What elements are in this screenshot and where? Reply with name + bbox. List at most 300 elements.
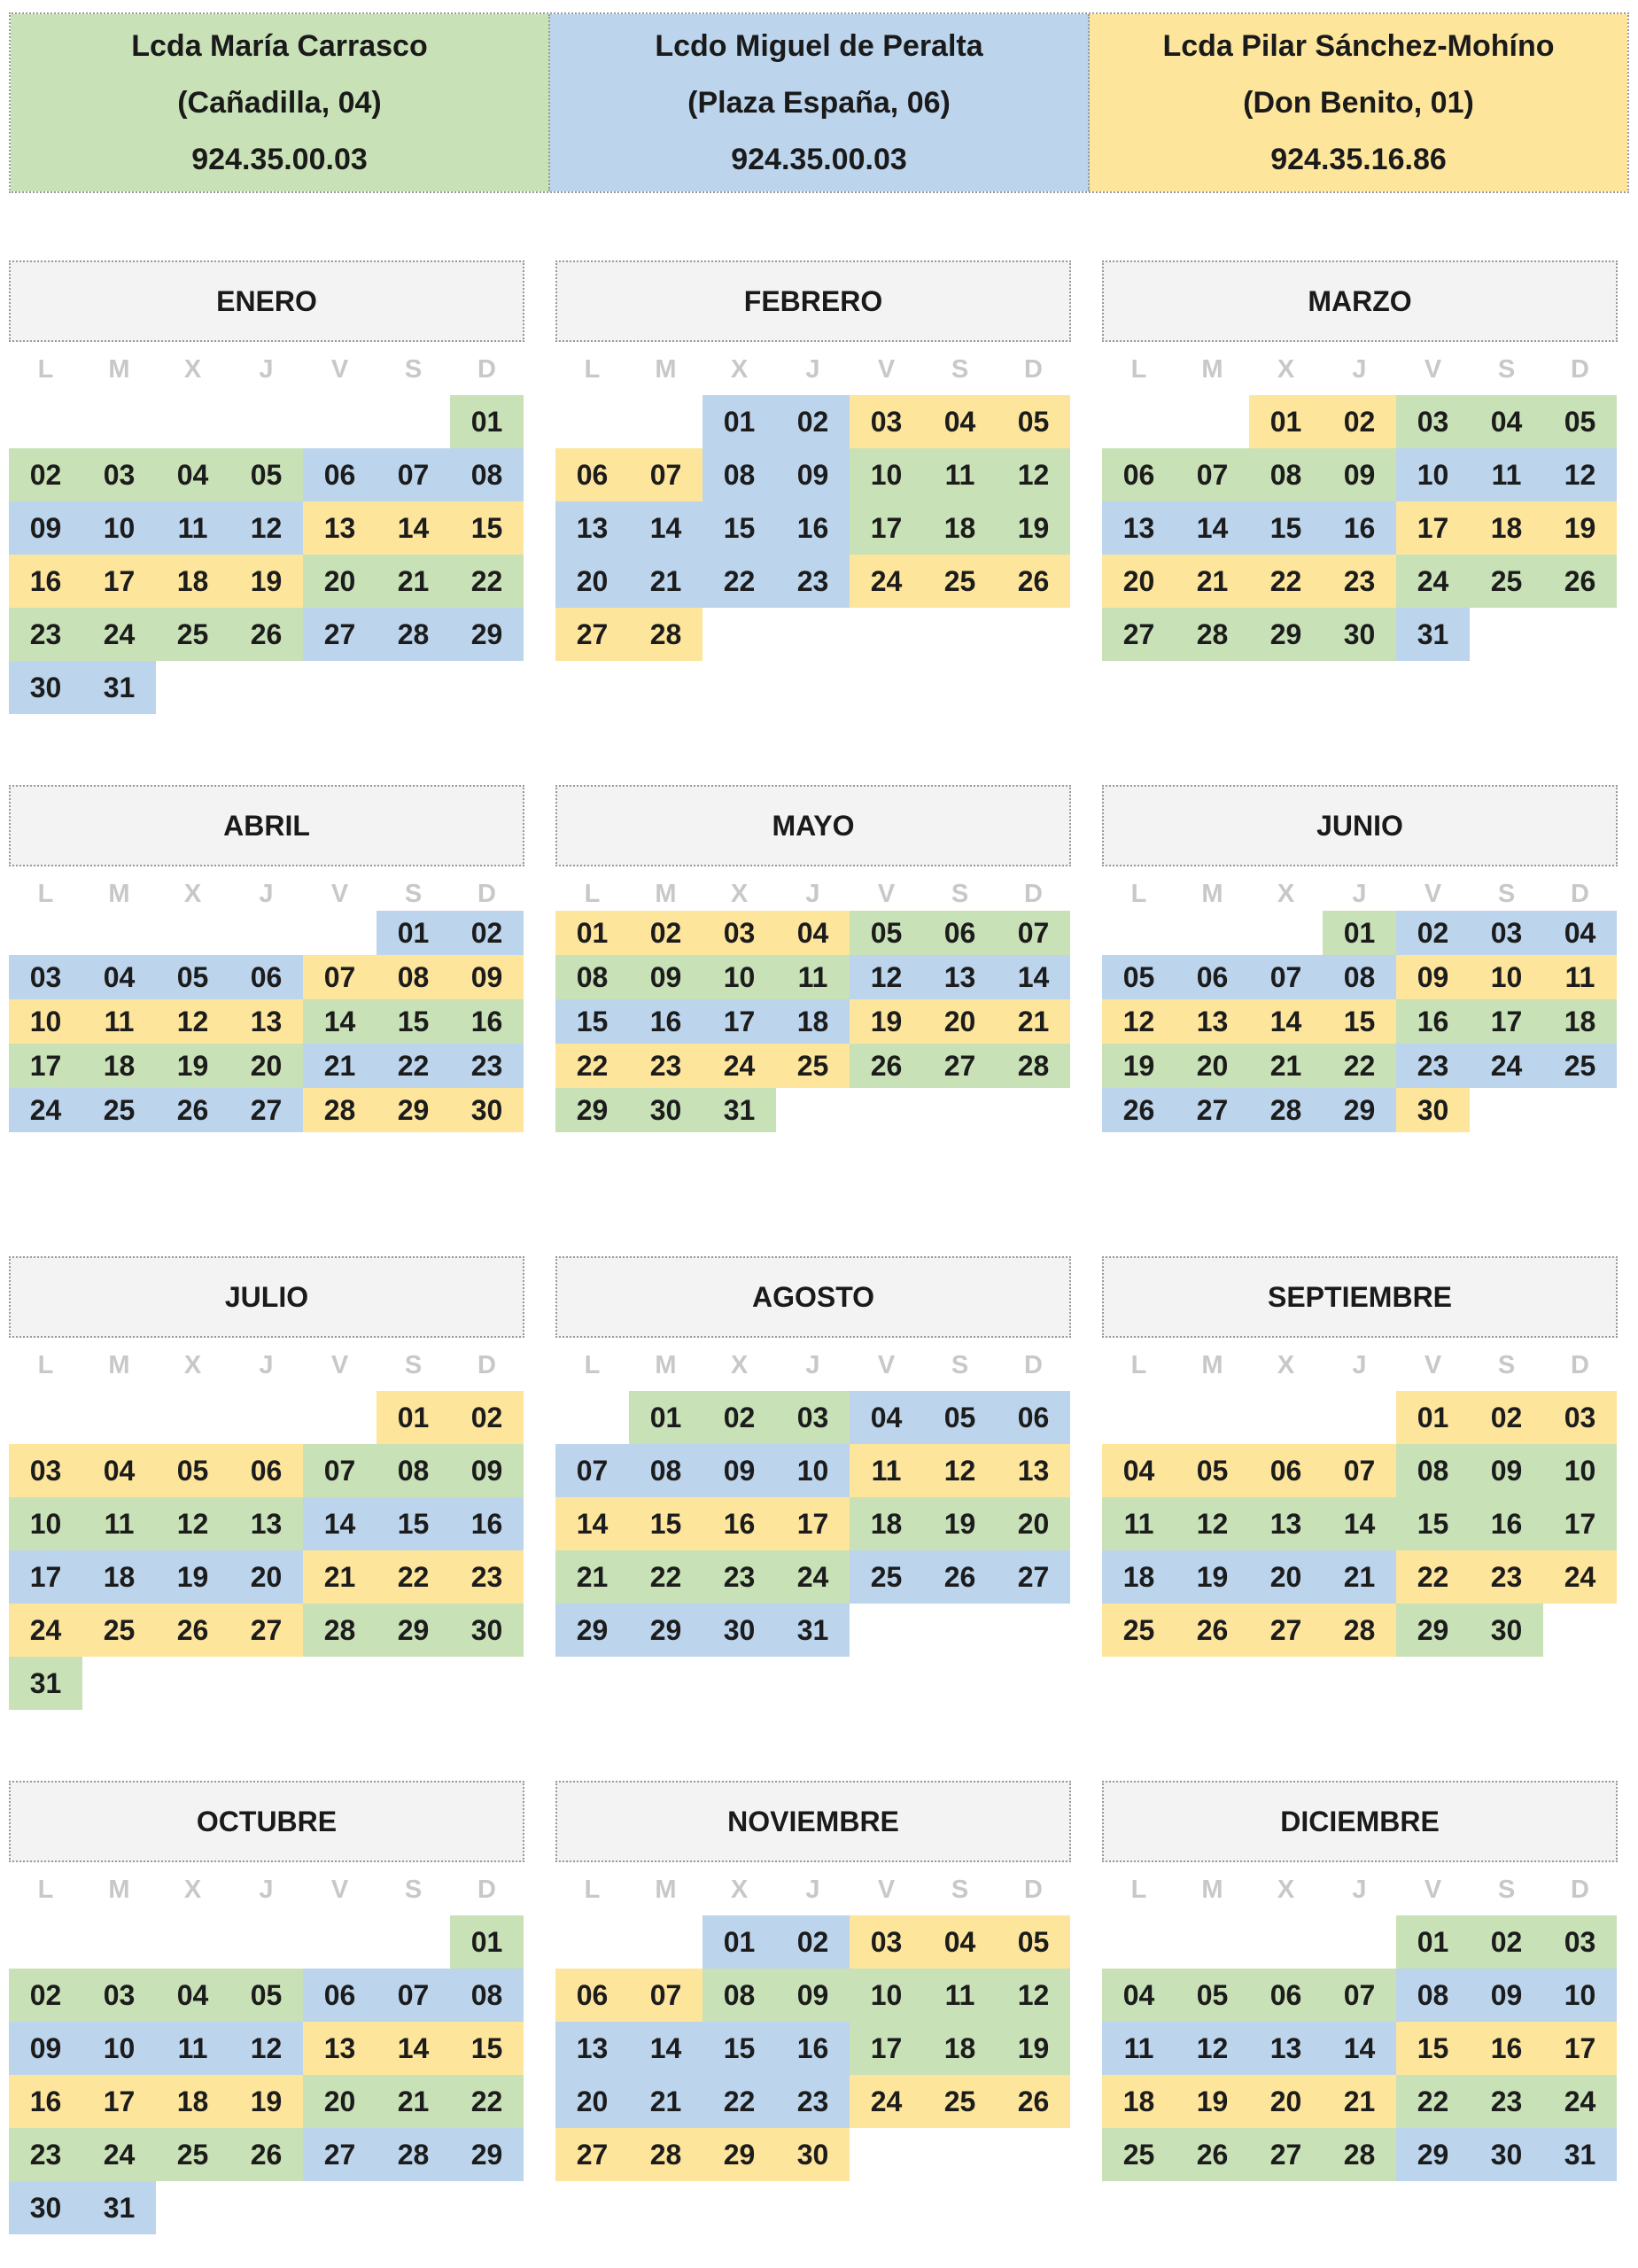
day-cell: 04 — [1543, 911, 1617, 955]
day-cell: 14 — [303, 999, 377, 1044]
day-cell: 08 — [555, 955, 629, 999]
weekday-label: X — [183, 354, 202, 384]
day-cell: 20 — [1249, 1550, 1323, 1604]
month-junio — [1102, 785, 1618, 1132]
day-cell: 28 — [629, 2128, 703, 2181]
day-cell: 25 — [776, 1044, 850, 1088]
day-cell: 26 — [997, 555, 1070, 608]
month-title: DICIEMBRE — [1102, 1781, 1618, 1862]
day-cell: 07 — [1249, 955, 1323, 999]
day-cell: 17 — [82, 555, 156, 608]
day-cell: 28 — [377, 608, 450, 661]
day-cell: 11 — [156, 501, 229, 555]
weekday-label: X — [1277, 879, 1295, 908]
day-cell: 31 — [82, 2181, 156, 2234]
day-cell: 03 — [1543, 1391, 1617, 1444]
day-cell: 18 — [850, 1497, 923, 1550]
month-noviembre — [555, 1781, 1071, 2181]
day-cell: 19 — [923, 1497, 997, 1550]
day-cell: 18 — [82, 1550, 156, 1604]
day-cell: 11 — [850, 1444, 923, 1497]
day-cell: 13 — [229, 1497, 303, 1550]
day-cell: 06 — [997, 1391, 1070, 1444]
day-cell: 11 — [776, 955, 850, 999]
weekday-label: V — [330, 879, 349, 908]
day-cell: 23 — [1470, 1550, 1543, 1604]
weekday-label: X — [730, 354, 749, 384]
empty-cell — [82, 1391, 156, 1444]
day-cell: 07 — [303, 1444, 377, 1497]
day-cell: 05 — [156, 955, 229, 999]
weekday-label: L — [1130, 1875, 1147, 1904]
weekday-label: L — [584, 1875, 601, 1904]
day-cell: 20 — [229, 1550, 303, 1604]
weekday-label: L — [37, 1350, 54, 1379]
month-grid — [555, 342, 1071, 661]
pharmacy-name: Lcda Pilar Sánchez-Mohíno — [1162, 29, 1555, 63]
day-cell: 22 — [1396, 2075, 1470, 2128]
day-cell: 25 — [156, 608, 229, 661]
weekday-label: D — [1571, 879, 1589, 908]
day-cell: 03 — [82, 1969, 156, 2022]
day-cell: 04 — [1470, 395, 1543, 448]
day-cell: 13 — [1249, 2022, 1323, 2075]
empty-cell — [1176, 395, 1249, 448]
month-grid — [1102, 342, 1618, 661]
day-cell: 15 — [1396, 2022, 1470, 2075]
weekday-label: X — [183, 1875, 202, 1904]
empty-cell — [156, 1391, 229, 1444]
day-cell: 23 — [629, 1044, 703, 1088]
day-cell: 21 — [1249, 1044, 1323, 1088]
day-cell: 26 — [1176, 1604, 1249, 1657]
pharmacy-sanchez-mohino — [1090, 14, 1627, 191]
day-cell: 05 — [850, 911, 923, 955]
day-cell: 16 — [9, 555, 82, 608]
weekday-label: L — [1130, 1350, 1147, 1379]
day-cell: 19 — [156, 1044, 229, 1088]
day-cell: 03 — [776, 1391, 850, 1444]
day-cell: 05 — [1176, 1444, 1249, 1497]
day-cell: 07 — [555, 1444, 629, 1497]
day-cell: 23 — [776, 2075, 850, 2128]
day-cell: 23 — [703, 1550, 776, 1604]
weekday-label: L — [584, 1350, 601, 1379]
day-cell: 01 — [703, 1915, 776, 1969]
empty-cell — [1323, 1915, 1396, 1969]
empty-cell — [82, 395, 156, 448]
weekday-label: J — [1352, 1875, 1367, 1904]
day-cell: 26 — [850, 1044, 923, 1088]
day-cell: 02 — [450, 911, 524, 955]
day-cell: 07 — [303, 955, 377, 999]
day-cell: 21 — [377, 555, 450, 608]
day-cell: 08 — [1396, 1969, 1470, 2022]
weekday-label: M — [655, 1350, 677, 1379]
day-cell: 10 — [703, 955, 776, 999]
day-cell: 19 — [1543, 501, 1617, 555]
day-cell: 21 — [629, 555, 703, 608]
weekday-label: D — [477, 354, 496, 384]
month-title: AGOSTO — [555, 1256, 1071, 1338]
empty-cell — [1102, 1915, 1176, 1969]
day-cell: 26 — [156, 1088, 229, 1132]
day-cell: 07 — [1176, 448, 1249, 501]
day-cell: 02 — [776, 1915, 850, 1969]
weekday-label: S — [1497, 354, 1516, 384]
empty-cell — [1249, 1915, 1323, 1969]
pharmacy-address: (Plaza España, 06) — [687, 86, 951, 120]
day-cell: 11 — [1470, 448, 1543, 501]
weekday-label: S — [404, 354, 423, 384]
day-cell: 25 — [923, 2075, 997, 2128]
month-title: ENERO — [9, 260, 524, 342]
day-cell: 05 — [923, 1391, 997, 1444]
weekday-label: S — [1497, 1875, 1516, 1904]
day-cell: 21 — [629, 2075, 703, 2128]
day-cell: 02 — [9, 1969, 82, 2022]
day-cell: 26 — [923, 1550, 997, 1604]
day-cell: 25 — [1470, 555, 1543, 608]
weekday-label: V — [877, 354, 896, 384]
weekday-label: V — [1424, 1350, 1442, 1379]
empty-cell — [9, 911, 82, 955]
day-cell: 20 — [997, 1497, 1070, 1550]
day-cell: 06 — [303, 1969, 377, 2022]
day-cell: 18 — [923, 501, 997, 555]
day-cell: 27 — [1249, 1604, 1323, 1657]
weekday-label: M — [1201, 354, 1223, 384]
day-cell: 28 — [1249, 1088, 1323, 1132]
empty-cell — [9, 395, 82, 448]
day-cell: 16 — [1396, 999, 1470, 1044]
weekday-label: D — [1571, 1875, 1589, 1904]
day-cell: 25 — [1102, 1604, 1176, 1657]
month-grid — [9, 1338, 524, 1710]
day-cell: 31 — [9, 1657, 82, 1710]
day-cell: 22 — [450, 555, 524, 608]
day-cell: 27 — [555, 2128, 629, 2181]
empty-cell — [9, 1391, 82, 1444]
empty-cell — [156, 1915, 229, 1969]
day-cell: 12 — [997, 448, 1070, 501]
day-cell: 12 — [229, 501, 303, 555]
day-cell: 25 — [156, 2128, 229, 2181]
empty-cell — [377, 1915, 450, 1969]
day-cell: 27 — [1249, 2128, 1323, 2181]
day-cell: 11 — [82, 1497, 156, 1550]
empty-cell — [1176, 1391, 1249, 1444]
day-cell: 07 — [1323, 1444, 1396, 1497]
day-cell: 30 — [1396, 1088, 1470, 1132]
day-cell: 02 — [1470, 1915, 1543, 1969]
day-cell: 08 — [1249, 448, 1323, 501]
day-cell: 08 — [377, 1444, 450, 1497]
day-cell: 17 — [850, 2022, 923, 2075]
day-cell: 07 — [997, 911, 1070, 955]
day-cell: 15 — [377, 999, 450, 1044]
weekday-label: D — [1024, 879, 1043, 908]
month-enero — [9, 260, 524, 714]
day-cell: 22 — [703, 555, 776, 608]
day-cell: 27 — [303, 2128, 377, 2181]
day-cell: 11 — [82, 999, 156, 1044]
day-cell: 25 — [923, 555, 997, 608]
weekday-label: L — [37, 354, 54, 384]
day-cell: 10 — [776, 1444, 850, 1497]
day-cell: 04 — [156, 448, 229, 501]
day-cell: 14 — [555, 1497, 629, 1550]
day-cell: 28 — [1176, 608, 1249, 661]
weekday-label: L — [584, 354, 601, 384]
day-cell: 31 — [703, 1088, 776, 1132]
day-cell: 15 — [1396, 1497, 1470, 1550]
weekday-label: J — [1352, 1350, 1367, 1379]
day-cell: 02 — [1470, 1391, 1543, 1444]
month-julio — [9, 1256, 524, 1710]
weekday-label: V — [877, 1875, 896, 1904]
day-cell: 19 — [997, 501, 1070, 555]
day-cell: 18 — [156, 555, 229, 608]
day-cell: 18 — [1543, 999, 1617, 1044]
weekday-label: M — [108, 354, 130, 384]
day-cell: 18 — [1470, 501, 1543, 555]
weekday-label: X — [183, 879, 202, 908]
day-cell: 22 — [450, 2075, 524, 2128]
weekday-label: S — [404, 879, 423, 908]
month-septiembre — [1102, 1256, 1618, 1657]
empty-cell — [1102, 1391, 1176, 1444]
day-cell: 06 — [1176, 955, 1249, 999]
day-cell: 30 — [450, 1088, 524, 1132]
day-cell: 23 — [450, 1550, 524, 1604]
day-cell: 06 — [1249, 1444, 1323, 1497]
day-cell: 12 — [923, 1444, 997, 1497]
day-cell: 03 — [82, 448, 156, 501]
day-cell: 03 — [703, 911, 776, 955]
day-cell: 28 — [997, 1044, 1070, 1088]
day-cell: 13 — [997, 1444, 1070, 1497]
day-cell: 03 — [850, 395, 923, 448]
day-cell: 09 — [703, 1444, 776, 1497]
day-cell: 05 — [997, 395, 1070, 448]
empty-cell — [629, 395, 703, 448]
day-cell: 06 — [555, 448, 629, 501]
day-cell: 29 — [629, 1604, 703, 1657]
day-cell: 19 — [850, 999, 923, 1044]
day-cell: 23 — [450, 1044, 524, 1088]
day-cell: 16 — [776, 501, 850, 555]
empty-cell — [229, 1391, 303, 1444]
day-cell: 05 — [1176, 1969, 1249, 2022]
pharmacy-name: Lcdo Miguel de Peralta — [655, 29, 983, 63]
weekday-label: J — [805, 1350, 820, 1379]
day-cell: 10 — [1396, 448, 1470, 501]
day-cell: 19 — [1102, 1044, 1176, 1088]
day-cell: 11 — [1102, 2022, 1176, 2075]
day-cell: 10 — [850, 1969, 923, 2022]
weekday-label: L — [584, 879, 601, 908]
pharmacy-phone: 924.35.00.03 — [731, 143, 907, 176]
day-cell: 01 — [377, 911, 450, 955]
day-cell: 18 — [82, 1044, 156, 1088]
day-cell: 26 — [156, 1604, 229, 1657]
day-cell: 21 — [377, 2075, 450, 2128]
weekday-label: J — [1352, 879, 1367, 908]
empty-cell — [1102, 911, 1176, 955]
day-cell: 25 — [850, 1550, 923, 1604]
day-cell: 05 — [1102, 955, 1176, 999]
day-cell: 10 — [9, 999, 82, 1044]
day-cell: 27 — [229, 1604, 303, 1657]
weekday-label: S — [951, 354, 969, 384]
empty-cell — [303, 1915, 377, 1969]
day-cell: 30 — [1470, 2128, 1543, 2181]
weekday-label: M — [108, 1875, 130, 1904]
month-grid — [555, 866, 1071, 1132]
day-cell: 06 — [303, 448, 377, 501]
weekday-label: X — [730, 879, 749, 908]
day-cell: 06 — [229, 1444, 303, 1497]
day-cell: 01 — [450, 395, 524, 448]
day-cell: 29 — [1396, 2128, 1470, 2181]
pharmacy-phone: 924.35.00.03 — [191, 143, 368, 176]
day-cell: 26 — [1102, 1088, 1176, 1132]
day-cell: 14 — [377, 501, 450, 555]
day-cell: 18 — [923, 2022, 997, 2075]
day-cell: 04 — [923, 395, 997, 448]
day-cell: 07 — [1323, 1969, 1396, 2022]
day-cell: 23 — [9, 2128, 82, 2181]
day-cell: 14 — [377, 2022, 450, 2075]
empty-cell — [1249, 911, 1323, 955]
day-cell: 01 — [1396, 1391, 1470, 1444]
day-cell: 15 — [703, 2022, 776, 2075]
day-cell: 04 — [82, 1444, 156, 1497]
weekday-label: V — [877, 879, 896, 908]
weekday-label: V — [330, 354, 349, 384]
day-cell: 11 — [1543, 955, 1617, 999]
day-cell: 29 — [450, 608, 524, 661]
day-cell: 01 — [629, 1391, 703, 1444]
day-cell: 09 — [9, 501, 82, 555]
weekday-label: L — [37, 879, 54, 908]
day-cell: 16 — [9, 2075, 82, 2128]
day-cell: 16 — [450, 999, 524, 1044]
day-cell: 25 — [1102, 2128, 1176, 2181]
day-cell: 23 — [1323, 555, 1396, 608]
weekday-label: J — [1352, 354, 1367, 384]
day-cell: 20 — [1249, 2075, 1323, 2128]
day-cell: 05 — [229, 448, 303, 501]
day-cell: 02 — [9, 448, 82, 501]
day-cell: 20 — [1102, 555, 1176, 608]
day-cell: 30 — [450, 1604, 524, 1657]
day-cell: 31 — [82, 661, 156, 714]
day-cell: 03 — [1470, 911, 1543, 955]
month-title: SEPTIEMBRE — [1102, 1256, 1618, 1338]
month-grid — [1102, 866, 1618, 1132]
day-cell: 24 — [1396, 555, 1470, 608]
day-cell: 08 — [703, 448, 776, 501]
day-cell: 30 — [1323, 608, 1396, 661]
day-cell: 11 — [156, 2022, 229, 2075]
day-cell: 31 — [1543, 2128, 1617, 2181]
weekday-label: M — [1201, 879, 1223, 908]
day-cell: 13 — [229, 999, 303, 1044]
day-cell: 12 — [229, 2022, 303, 2075]
day-cell: 02 — [450, 1391, 524, 1444]
day-cell: 17 — [1543, 2022, 1617, 2075]
day-cell: 29 — [703, 2128, 776, 2181]
day-cell: 07 — [377, 448, 450, 501]
day-cell: 08 — [450, 448, 524, 501]
day-cell: 10 — [1470, 955, 1543, 999]
day-cell: 29 — [450, 2128, 524, 2181]
day-cell: 09 — [9, 2022, 82, 2075]
weekday-label: J — [805, 354, 820, 384]
day-cell: 13 — [555, 501, 629, 555]
day-cell: 06 — [923, 911, 997, 955]
day-cell: 17 — [9, 1550, 82, 1604]
weekday-label: V — [1424, 1875, 1442, 1904]
day-cell: 03 — [1543, 1915, 1617, 1969]
day-cell: 11 — [923, 448, 997, 501]
weekday-label: X — [730, 1875, 749, 1904]
day-cell: 22 — [1396, 1550, 1470, 1604]
day-cell: 02 — [629, 911, 703, 955]
weekday-label: J — [259, 1875, 274, 1904]
day-cell: 24 — [703, 1044, 776, 1088]
day-cell: 16 — [450, 1497, 524, 1550]
pharmacy-address: (Cañadilla, 04) — [177, 86, 382, 120]
day-cell: 27 — [923, 1044, 997, 1088]
month-agosto — [555, 1256, 1071, 1657]
weekday-label: J — [259, 1350, 274, 1379]
day-cell: 14 — [303, 1497, 377, 1550]
weekday-label: L — [37, 1875, 54, 1904]
day-cell: 18 — [1102, 1550, 1176, 1604]
empty-cell — [156, 395, 229, 448]
day-cell: 24 — [850, 555, 923, 608]
day-cell: 01 — [377, 1391, 450, 1444]
empty-cell — [229, 911, 303, 955]
weekday-label: M — [1201, 1350, 1223, 1379]
day-cell: 09 — [450, 955, 524, 999]
day-cell: 05 — [1543, 395, 1617, 448]
weekday-label: M — [108, 879, 130, 908]
day-cell: 01 — [1396, 1915, 1470, 1969]
month-grid — [9, 866, 524, 1132]
empty-cell — [156, 911, 229, 955]
month-title: JULIO — [9, 1256, 524, 1338]
day-cell: 21 — [303, 1044, 377, 1088]
day-cell: 18 — [776, 999, 850, 1044]
day-cell: 27 — [303, 608, 377, 661]
day-cell: 10 — [82, 501, 156, 555]
month-octubre — [9, 1781, 524, 2234]
day-cell: 15 — [1323, 999, 1396, 1044]
day-cell: 16 — [1323, 501, 1396, 555]
day-cell: 21 — [303, 1550, 377, 1604]
day-cell: 16 — [776, 2022, 850, 2075]
day-cell: 24 — [850, 2075, 923, 2128]
day-cell: 19 — [229, 555, 303, 608]
day-cell: 26 — [229, 608, 303, 661]
day-cell: 11 — [923, 1969, 997, 2022]
weekday-label: V — [1424, 879, 1442, 908]
day-cell: 19 — [156, 1550, 229, 1604]
